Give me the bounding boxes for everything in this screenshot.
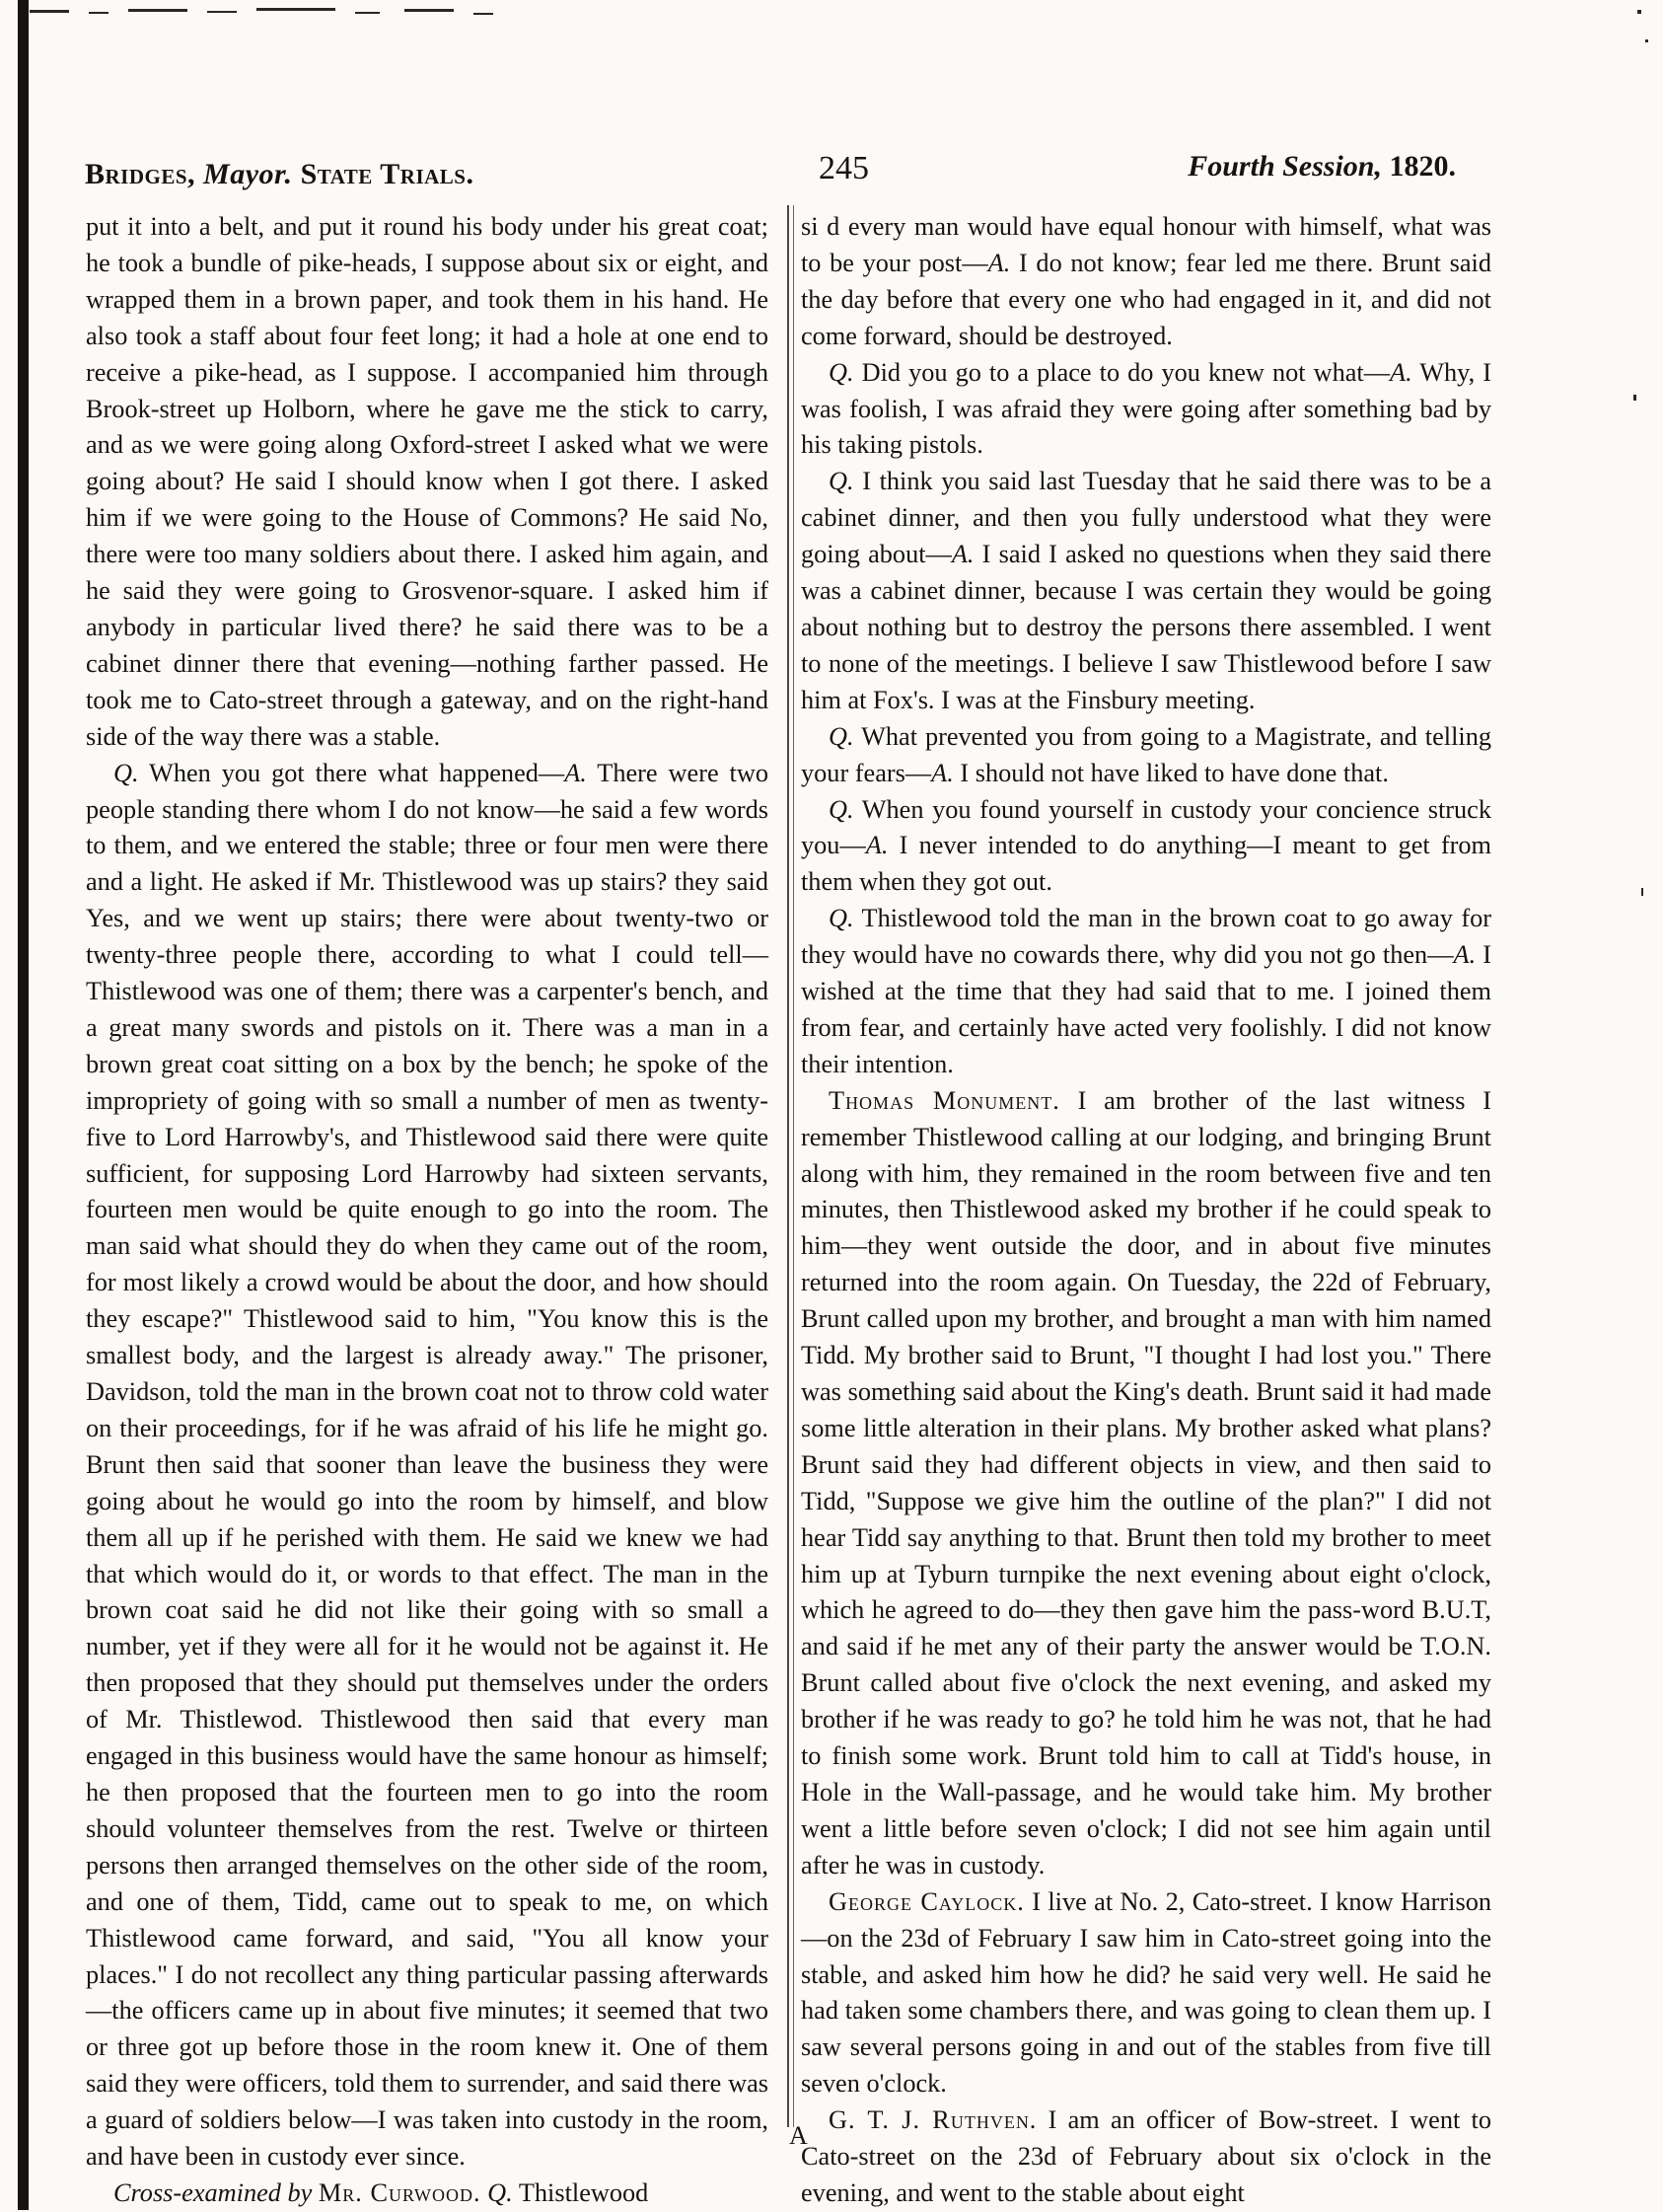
counsel-name: Mr. Curwood. <box>318 2177 481 2207</box>
question-text: When you got there what happened— <box>149 758 565 787</box>
testimony-text: I am brother of the last witness I remember Thistlewood calling at our lodging, and bringing Brunt along with him, they remained in the room between five and ten minutes, then Thistlewood asked my brother if he could speak to him—they went outside the door, and in about five minutes returned into the room again. On Tuesday, the 22d of February, Brunt called upon my brother, and brought a man with him named Tidd. My brother said to Brunt, "I thought I had lost you." There was something said about the King's death. Brunt said it had made some little alteration in their plans. My brother asked what plans? Brunt said they had different objects in view, and then said to Tidd, "Suppose we give him the outline of the plan?" I did not hear Tidd say anything to that. Brunt then told my brother to meet him up at Tyburn turnpike the next evening about eight o'clock, which he agreed to do—they then gave him the pass-word B.U.T, and said if he met any of their party the answer would be T.O.N. Brunt called about five o'clock the next evening, and asked my brother if he was ready to go? he told him he was not, that he had to finish some work. Brunt told him to call at Tidd's house, in Hole in the Wall-passage, and he would take him. My brother went a little before seven o'clock; I did not see him again until after he was in custody. <box>801 1085 1491 1880</box>
q-marker: Q. <box>829 721 854 751</box>
q-marker: Q. <box>829 904 854 933</box>
right-paragraph-1 <box>801 209 1491 355</box>
question-text: When you found yourself in custody your concience struck you— <box>801 794 1491 860</box>
q-marker: Q. <box>829 467 854 496</box>
q-marker: Q. <box>113 758 139 787</box>
a-marker: A. <box>951 540 975 569</box>
header-mayor-title: Mayor. <box>203 158 293 190</box>
right-paragraph-5 <box>801 792 1491 902</box>
question-text: Thistlewood told the man in the brown coat to go away for they would have no cowards there, why did you not go then— <box>801 904 1491 970</box>
answer-text: There were two people standing there whom I do not know—he said a few words to them, and we entered the stable; three or four men were there and a light. He asked if Mr. Thistlewood was up stairs? they said Yes, and we went up stairs; there were about twenty-two or twenty-three people there, according to what I could tell—Thistlewood was one of them; there was a carpenter's bench, and a great many swords and pistols on it. There was a man in a brown great coat sitting on a box by the bench; he spoke of the impropriety of going with so small a number of men as twenty-five to Lord Harrowby's, and Thistlewood said there were quite sufficient, for supposing Lord Harrowby had sixteen servants, fourteen men would be quite enough to go into the room. The man said what should they do when they came out of the room, for most likely a crowd would be about the door, and how should they escape?" Thistlewood said to him, "You know this is the smallest body, and the largest is already away." The prisoner, Davidson, told the man in the brown coat not to throw cold water on their proceedings, for if he was afraid of his life he might go. Brunt then said that sooner than leave the business they were going about he would go into the room by himself, and blow them all up if he perished with them. He said we knew we had that which would do it, or words to that effect. The man in the brown coat said he did not like their going with so small a number, yet if they were all for it he would not be against it. He then proposed that they should put themselves under the orders of Mr. Thistlewod. Thistlewood then said that every man engaged in this business would have the same honour as himself; he then proposed that the fourteen men to go into the room should volunteer themselves from the rest. Twelve or thirteen persons then arranged themselves on the other side of the room, and one of them, Tidd, came out to speak to me, on which Thistlewood came forward, and said, "You all know your places." I do not recollect any thing particular passing afterwards—the officers came up in about five minutes; it seemed that two or three got up before those in the room knew it. One of them said they were officers, told them to surrender, and said there was a guard of soldiers below—I was taken into custody in the room, and have been in custody ever since. <box>86 758 768 2172</box>
header-year: 1820. <box>1389 150 1456 183</box>
testimony-text: I live at No. 2, Cato-street. I know Harrison—on the 23d of February I saw him in Cato-street going into the stable, and asked him how he did? he said very well. He said he had taken some chambers there, and was going to clean them up. I saw several persons going in and out of the stables from five till seven o'clock. <box>801 1886 1491 2099</box>
witness-name: Thomas Monument. <box>829 1085 1060 1115</box>
witness-name: George Caylock. <box>829 1886 1025 1916</box>
answer-text: I should not have liked to have done that. <box>960 758 1389 787</box>
right-paragraph-7 <box>801 1083 1491 1884</box>
running-header <box>85 146 1456 197</box>
header-left <box>85 158 473 191</box>
left-column <box>86 209 768 2207</box>
gathering-mark: A <box>789 2121 808 2150</box>
header-mayor-name: Bridges, <box>85 158 196 190</box>
question-text: Did you go to a place to do you knew not what— <box>861 357 1390 387</box>
a-marker: A. <box>1453 940 1477 970</box>
a-marker: A. <box>987 248 1011 277</box>
answer-text: Why, I was foolish, I was afraid they were going after something bad by his taking pistols. <box>801 357 1491 460</box>
question-text: I think you said last Tuesday that he said there was to be a cabinet dinner, and then you fully understood what they were going about— <box>801 467 1491 569</box>
right-paragraph-6 <box>801 901 1491 1083</box>
q-marker: Q. <box>487 2177 513 2207</box>
right-paragraph-2 <box>801 355 1491 465</box>
a-marker: A. <box>564 758 587 787</box>
header-right <box>1188 150 1456 184</box>
a-marker: A. <box>1390 357 1412 387</box>
q-marker: Q. <box>829 794 854 824</box>
right-paragraph-9 <box>801 2102 1491 2212</box>
right-paragraph-3 <box>801 464 1491 718</box>
right-paragraph-4 <box>801 719 1491 792</box>
question-text: si d every man would have equal honour with himself, what was to be your post— <box>801 212 1491 277</box>
a-marker: A. <box>865 831 889 860</box>
left-paragraph-1: put it into a belt, and put it round his body under his great coat; he took a bundle of pike-heads, I suppose about six or eight, and wrapped them in a brown paper, and took them in his hand. He also took a staff about four feet long; it had a hole at one end to receive a pike-head, as I suppose. I accompanied him through Brook-street up Holborn, where he gave me the stick to carry, and as we were going along Oxford-street I asked what we were going about? He said I should know when I got there. I asked him if we were going to the House of Commons? He said No, there were too many soldiers about there. I asked him again, and he said they were going to Grosvenor-square. I asked him if anybody in particular lived there? he said there was to be a cabinet dinner there that evening—nothing farther passed. He took me to Cato-street through a gateway, and on the right-hand side of the way there was a stable. <box>86 212 768 751</box>
header-session: Fourth Session, <box>1188 150 1382 183</box>
answer-text: I said I asked no questions when they said there was a cabinet dinner, because I was certain they would be going about nothing but to destroy the persons there assembled. I went to none of the meetings. I believe I saw Thistlewood before I saw him at Fox's. I was at the Finsbury meeting. <box>801 540 1491 714</box>
column-rule-inner <box>793 205 794 2127</box>
right-paragraph-8 <box>801 1884 1491 2102</box>
page-number: 245 <box>819 150 869 186</box>
answer-text: I do not know; fear led me there. Brunt said the day before that every one who had engaged in it, and did not come forward, should be destroyed. <box>801 248 1491 350</box>
column-rule <box>787 205 789 2127</box>
testimony-text: I am an officer of Bow-street. I went to Cato-street on the 23d of February about six o'clock in the evening, and went to the stable about eight <box>801 2105 1491 2207</box>
witness-name: G. T. J. Ruthven. <box>829 2105 1038 2135</box>
right-scan-marks <box>1624 0 1663 2210</box>
a-marker: A. <box>931 758 954 787</box>
top-scan-noise <box>0 0 1663 30</box>
answer-text: I never intended to do anything—I meant to get from them when they got out. <box>801 831 1492 897</box>
header-series: State Trials. <box>300 158 474 190</box>
left-scan-edge <box>18 0 29 2210</box>
question-text: Thistlewood <box>518 2177 649 2207</box>
left-paragraph-3 <box>86 2175 768 2212</box>
left-paragraph-2 <box>86 756 768 2175</box>
question-text: What prevented you from going to a Magistrate, and telling your fears— <box>801 721 1491 787</box>
cross-examined-label: Cross-examined by <box>113 2177 313 2207</box>
answer-text: I wished at the time that they had said that to me. I joined them from fear, and certainly have acted very foolishly. I did not know their intention. <box>801 940 1491 1078</box>
q-marker: Q. <box>829 357 854 387</box>
right-column <box>801 209 1492 2207</box>
